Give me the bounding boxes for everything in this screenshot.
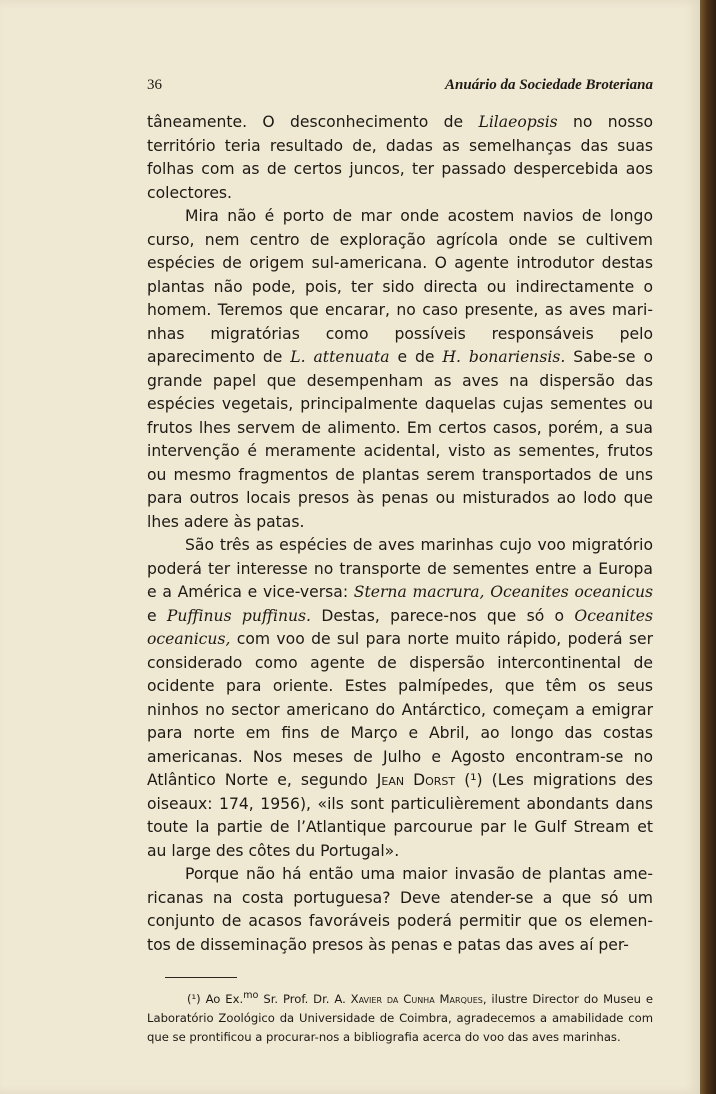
page-content [147,77,653,1047]
text-run: São três as espécies de aves marinhas cujo voo migratório poderá ter interesse no transporte de sementes entre a Europa e a América e vice-versa: [147,536,653,601]
footnote-1 [147,986,653,1047]
superscript: mo [243,990,259,1001]
text-run: Sabe-se o grande papel que desempenham as aves na dispersão das espécies vegetais, principalmente daquelas cujas sementes ou frutos lhes servem de alimento. Em certos casos, porém, a sua intervenção é meramente acidental, visto as sementes, frutos ou mesmo fragmentos de plantas serem transportados de uns para outros locais presos às penas ou misturados ao lodo que lhes adere às patas. [147,348,653,531]
taxon-name: H. bonariensis. [442,348,566,366]
text-run: e [147,606,167,625]
text-run: Destas, parece-nos que só o [311,606,575,625]
author-name: Jean Dorst [376,771,456,789]
text-run: Mira não é porto de mar onde acostem navios de longo curso, nem centro de exploração agrícola onde se cultivem espécies de origem sul-americana. O agente introdutor destas plantas não pode, pois, ter sido directa ou indirectamente o homem. Teremos que encarar, no caso presente, as aves marinhas migratórias como possíveis responsáveis pelo aparecimento de [147,207,653,366]
paragraph-4 [147,863,653,957]
page-number: 36 [147,77,162,93]
footnote-rule [165,977,237,978]
text-run: no nosso território teria resultado de, dadas as semelhanças das suas folhas com as de certos juncos, ter passado despercebida aos colectores. [147,113,653,202]
text-run: Porque não há então uma maior invasão de plantas americanas na costa portuguesa? Deve atender-se a que só um conjunto de acasos favoráveis poderá permitir que os elementos de disseminação presos às penas e patas das aves aí per- [147,865,653,954]
text-run: (¹) Ao Ex. [187,991,244,1006]
book-spine-edge [700,0,716,1094]
paragraph-1 [147,111,653,205]
taxon-name: Puffinus puffinus. [166,606,312,625]
text-run: Sr. Prof. Dr. A. [258,991,351,1006]
taxon-name: L. attenuata [290,348,390,366]
paragraph-3 [147,534,653,863]
journal-title: Anuário da Sociedade Broteriana [445,77,653,93]
running-header [147,77,653,105]
person-name: Xavier da Cunha Marques [350,991,483,1006]
taxon-name: Oceanites oceanicus, [147,606,653,648]
text-run: (¹) (Les migrations des oiseaux: 174, 1956), «ils sont particulièrement abondants dans toute la partie de l’Atlantique parcourue par le Gulf Stream et au large des côtes du Portugal». [147,771,653,860]
taxon-name: Lilaeopsis [478,113,558,131]
taxon-name: Sterna macrura, Oceanites oceanicus [353,583,653,601]
text-run: , ilustre Director do Museu e Laboratório Zoológico da Universidade de Coimbra, agradecemos a amabilidade com que se prontificou a procurar-nos a bibliografia acerca do voo das aves marinhas. [147,991,653,1044]
text-run: com voo de sul para norte muito rápido, poderá ser considerado como agente de dispersão intercontinental de ocidente para oriente. Estes palmípedes, que têm os seus ninhos no sector americano do Antárctico, começam a emigrar para norte em fins de Março e Abril, ao longo das costas americanas. Nos meses de Julho e Agosto encontram-se no Atlântico Norte e, segundo [147,630,653,789]
text-run: tâneamente. O desconhecimento de [147,113,479,131]
paragraph-2 [147,205,653,534]
body-text [147,111,653,957]
text-run: e de [389,348,443,366]
